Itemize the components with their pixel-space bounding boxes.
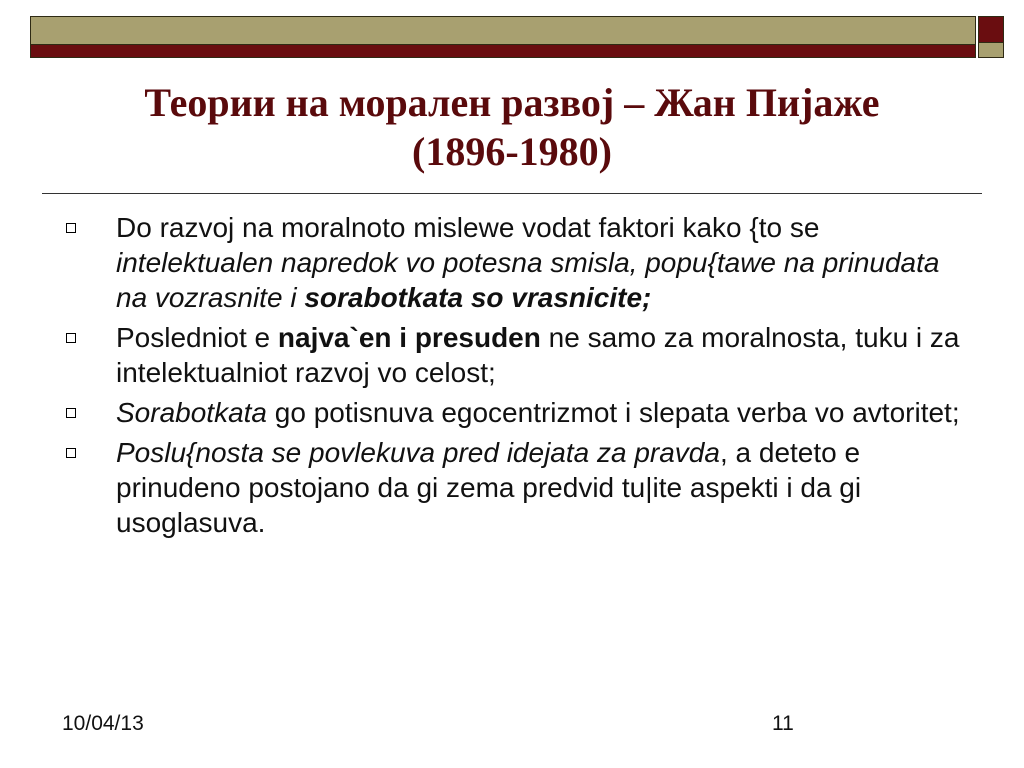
header-band-olive bbox=[30, 16, 976, 46]
slide-title-line1: Теории на морален развој – Жан Пијаже bbox=[144, 80, 880, 125]
title-divider bbox=[42, 193, 982, 194]
slide-title-line2: (1896-1980) bbox=[412, 129, 612, 174]
bullet-list bbox=[64, 210, 974, 545]
bullet-2-text-end: ne samo za moralnosta, tuku i za intelektualniot razvoj vo celost; bbox=[116, 322, 960, 388]
bullet-item-1 bbox=[64, 210, 974, 315]
square-bullet-icon bbox=[66, 448, 76, 458]
footer-date: 10/04/13 bbox=[62, 712, 144, 735]
bullet-4-text: , a deteto e prinudeno postojano da gi zema predvid tu|ite aspekti i da gi usoglasuva. bbox=[116, 437, 862, 538]
bullet-item-2 bbox=[64, 320, 974, 390]
slide-title bbox=[40, 78, 984, 176]
bullet-1-italic: intelektualen napredok vo potesna smisla, popu{tawe na prinudata na vozrasnite i bbox=[116, 247, 940, 313]
bullet-item-4 bbox=[64, 435, 974, 540]
corner-square-olive bbox=[978, 42, 1004, 58]
header-band-red bbox=[30, 44, 976, 58]
square-bullet-icon bbox=[66, 408, 76, 418]
bullet-3-italic: Sorabotkata bbox=[116, 397, 267, 428]
bullet-1-bold-italic: sorabotkata so vrasnicite; bbox=[304, 282, 652, 313]
slide-number: 11 bbox=[772, 712, 794, 735]
bullet-item-3 bbox=[64, 395, 974, 430]
bullet-2-bold: najva`en i presuden bbox=[277, 322, 541, 353]
bullet-4-italic: Poslu{nosta se povlekuva pred idejata za pravda bbox=[116, 437, 720, 468]
bullet-1-text: Do razvoj na moralnoto mislewe vodat faktori kako {to se bbox=[116, 212, 820, 243]
bullet-2-text: Posledniot e bbox=[116, 322, 278, 353]
bullet-3-text: go potisnuva egocentrizmot i slepata verba vo avtoritet; bbox=[267, 397, 960, 428]
square-bullet-icon bbox=[66, 333, 76, 343]
square-bullet-icon bbox=[66, 223, 76, 233]
corner-square-red bbox=[978, 16, 1004, 44]
